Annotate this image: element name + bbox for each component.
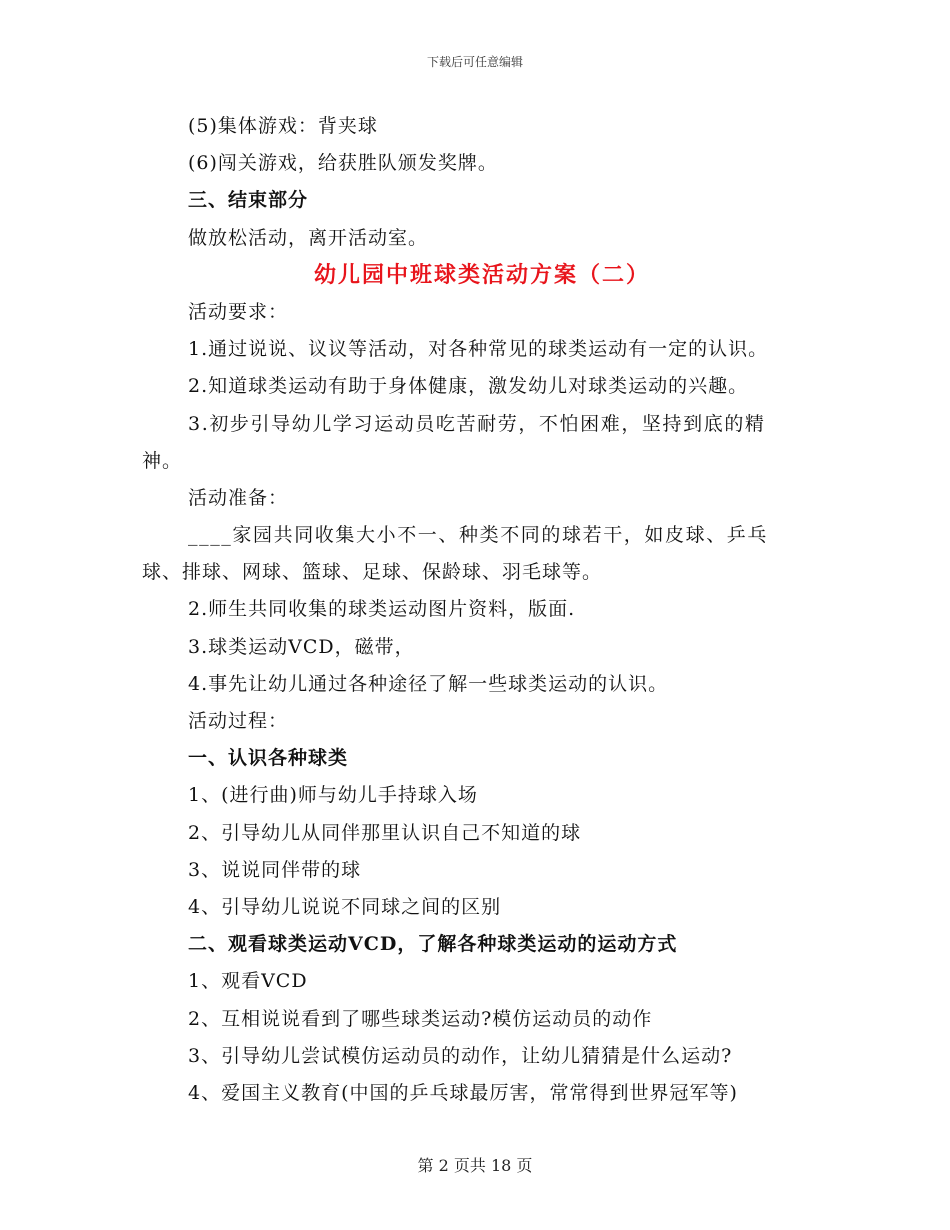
text-line-game-6: (6)闯关游戏，给获胜队颁发奖牌。 (188, 152, 498, 175)
process-step-2-2: 2、互相说说看到了哪些球类运动?模仿运动员的动作 (188, 1007, 653, 1030)
requirement-item-1: 1.通过说说、议议等活动，对各种常见的球类运动有一定的认识。 (188, 338, 769, 361)
document-body (142, 108, 822, 1112)
preparation-item-3: 3.球类运动VCD，磁带， (188, 635, 415, 658)
page-header: 下载后可任意编辑 (426, 55, 523, 69)
process-step-1-1: 1、(进行曲)师与幼儿手持球入场 (188, 784, 478, 807)
process-step-2-4: 4、爱国主义教育(中国的乒乓球最厉害，常常得到世界冠军等) (188, 1081, 738, 1104)
page-number: 第 2 页共 18 页 (417, 1156, 533, 1175)
preparation-item-1: ____家园共同收集大小不一、种类不同的球若干，如皮球、乒乓 (188, 524, 769, 547)
requirement-item-2: 2.知道球类运动有助于身体健康，激发幼儿对球类运动的兴趣。 (188, 375, 749, 398)
section-heading-watch-vcd: 二、观看球类运动VCD，了解各种球类运动的运动方式 (188, 933, 678, 956)
preparation-item-4: 4.事先让幼儿通过各种途径了解一些球类运动的认识。 (188, 672, 669, 695)
text-line-game-5: (5)集体游戏：背夹球 (188, 115, 378, 137)
section-heading-recognize-balls: 一、认识各种球类 (188, 747, 349, 770)
requirement-item-3: 3.初步引导幼儿学习运动员吃苦耐劳，不怕困难，坚持到底的精 (188, 412, 766, 435)
process-step-1-4: 4、引导幼儿说说不同球之间的区别 (188, 895, 502, 918)
process-step-2-3: 3、引导幼儿尝试模仿运动员的动作，让幼儿猜猜是什么运动? (188, 1044, 733, 1067)
process-step-2-1: 1、观看VCD (188, 970, 308, 993)
requirement-item-3-continued: 神。 (142, 449, 183, 472)
text-line-relax: 做放松活动，离开活动室。 (188, 226, 429, 249)
section-heading-ending: 三、结束部分 (188, 189, 309, 212)
document-title: 幼儿园中班球类活动方案（二） (313, 261, 650, 288)
process-step-1-2: 2、引导幼儿从同伴那里认识自己不知道的球 (188, 821, 582, 844)
label-process: 活动过程： (188, 710, 289, 732)
label-preparation: 活动准备： (188, 486, 289, 509)
preparation-item-1-continued: 球、排球、网球、篮球、足球、保龄球、羽毛球等。 (142, 561, 603, 584)
preparation-item-2: 2.师生共同收集的球类运动图片资料，版面. (188, 598, 576, 621)
label-requirements: 活动要求： (188, 300, 289, 323)
process-step-1-3: 3、说说同伴带的球 (188, 858, 362, 881)
